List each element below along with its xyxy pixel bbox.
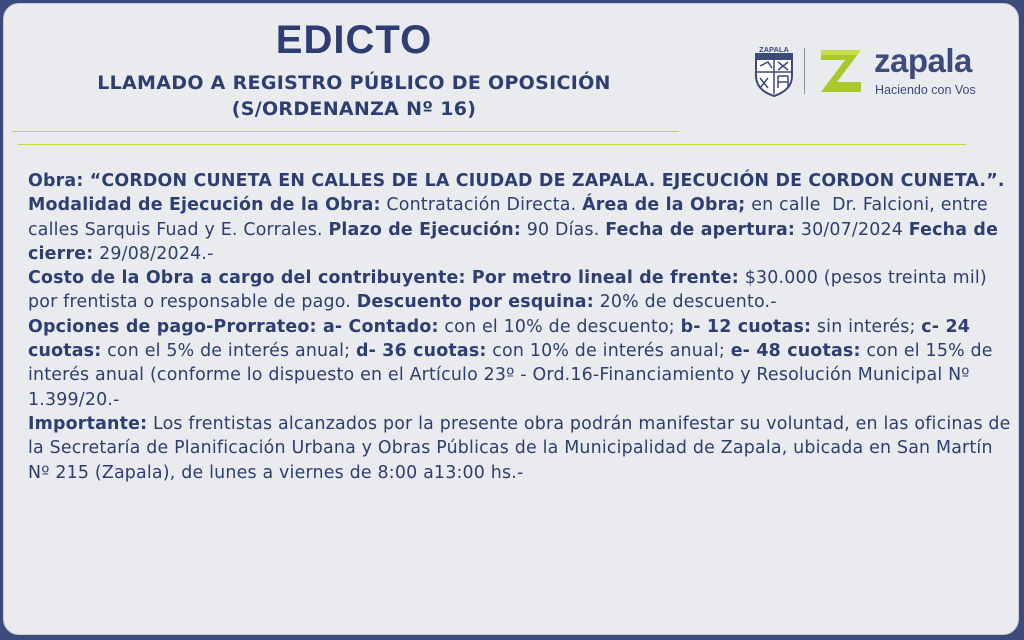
plazo-value: 90 Días. <box>526 219 600 240</box>
importante-label: Importante: <box>28 413 148 434</box>
option-d-label: d- 36 cuotas: <box>355 341 487 362</box>
costo-value: $30.000 (pesos treinta mil) por frentista o responsable de pago. <box>28 268 993 313</box>
plazo-label: Plazo de Ejecución: <box>328 219 521 240</box>
modalidad-label: Modalidad de Ejecución de la Obra: <box>28 195 381 216</box>
option-a-value: con el 10% de descuento; <box>444 316 675 337</box>
modalidad-value: Contratación Directa. <box>386 195 577 216</box>
option-e-label: e- 48 cuotas: <box>730 341 861 362</box>
brand-name: zapala <box>874 42 972 79</box>
obra-label: Obra: “CORDON CUNETA EN CALLES DE LA CIUDAD DE ZAPALA. EJECUCIÓN DE CORDON CUNETA.”. <box>28 171 1005 191</box>
area-value: en calle Dr. Falcioni, entre calles Sarquis Fuad y E. Corrales. <box>28 195 994 240</box>
descuento-value: 20% de descuento.- <box>599 292 777 313</box>
page-title: EDICTO <box>275 18 433 62</box>
divider-line <box>18 144 966 145</box>
option-d-value: con 10% de interés anual; <box>492 341 725 362</box>
option-b-label: b- 12 cuotas: <box>680 316 812 337</box>
costo-label: Costo de la Obra a cargo del contribuyente: Por metro lineal de frente: <box>28 268 739 289</box>
apertura-label: Fecha de apertura: <box>605 219 796 240</box>
subtitle-line-2: (S/ORDENANZA Nº 16) <box>231 98 477 120</box>
descuento-label: Descuento por esquina: <box>356 292 594 313</box>
logo-separator <box>804 48 805 94</box>
apertura-value: 30/07/2024 <box>800 219 904 240</box>
cierre-value: 29/08/2024.- <box>99 243 214 264</box>
paragraph-costo <box>28 266 1013 315</box>
option-c-label: c- 24 cuotas: <box>28 316 971 362</box>
option-c-value: con el 5% de interés anual; <box>107 341 351 362</box>
option-e-value: con el 15% de interés anual (conforme lo dispuesto en el Artículo 23º - Ord.16-Financiamiento y Resolución Municipal Nº 1.399/20.- <box>28 341 999 410</box>
cierre-label: Fecha de cierre: <box>28 219 999 264</box>
edict-card <box>3 3 1019 635</box>
brand-tagline: Haciendo con Vos <box>875 83 976 97</box>
importante-value: Los frentistas alcanzados por la presente obra podrán manifestar su voluntad, en las oficinas de la Secretaría de Planificación Urbana y Obras Públicas de la Municipalidad de Zapala, ubicada en San Martín Nº 215 (Zapala), de lunes a viernes de 8:00 a13:00 hs.- <box>28 413 1017 483</box>
option-b-value: sin interés; <box>816 316 916 337</box>
paragraph-importante <box>28 412 1017 485</box>
municipal-shield-icon <box>754 44 794 98</box>
area-label: Área de la Obra; <box>582 195 746 216</box>
opciones-label: Opciones de pago-Prorrateo: a- Contado: <box>28 316 439 337</box>
subtitle-line-1: LLAMADO A REGISTRO PÚBLICO DE OPOSICIÓN <box>97 72 611 94</box>
edict-body <box>28 169 1017 485</box>
shield-text: ZAPALA <box>759 45 789 54</box>
logos <box>754 44 1004 104</box>
divider-line <box>12 131 679 132</box>
paragraph-opciones <box>28 315 1013 412</box>
paragraph-obra <box>28 169 1013 266</box>
zapala-z-logo-icon <box>817 46 865 96</box>
